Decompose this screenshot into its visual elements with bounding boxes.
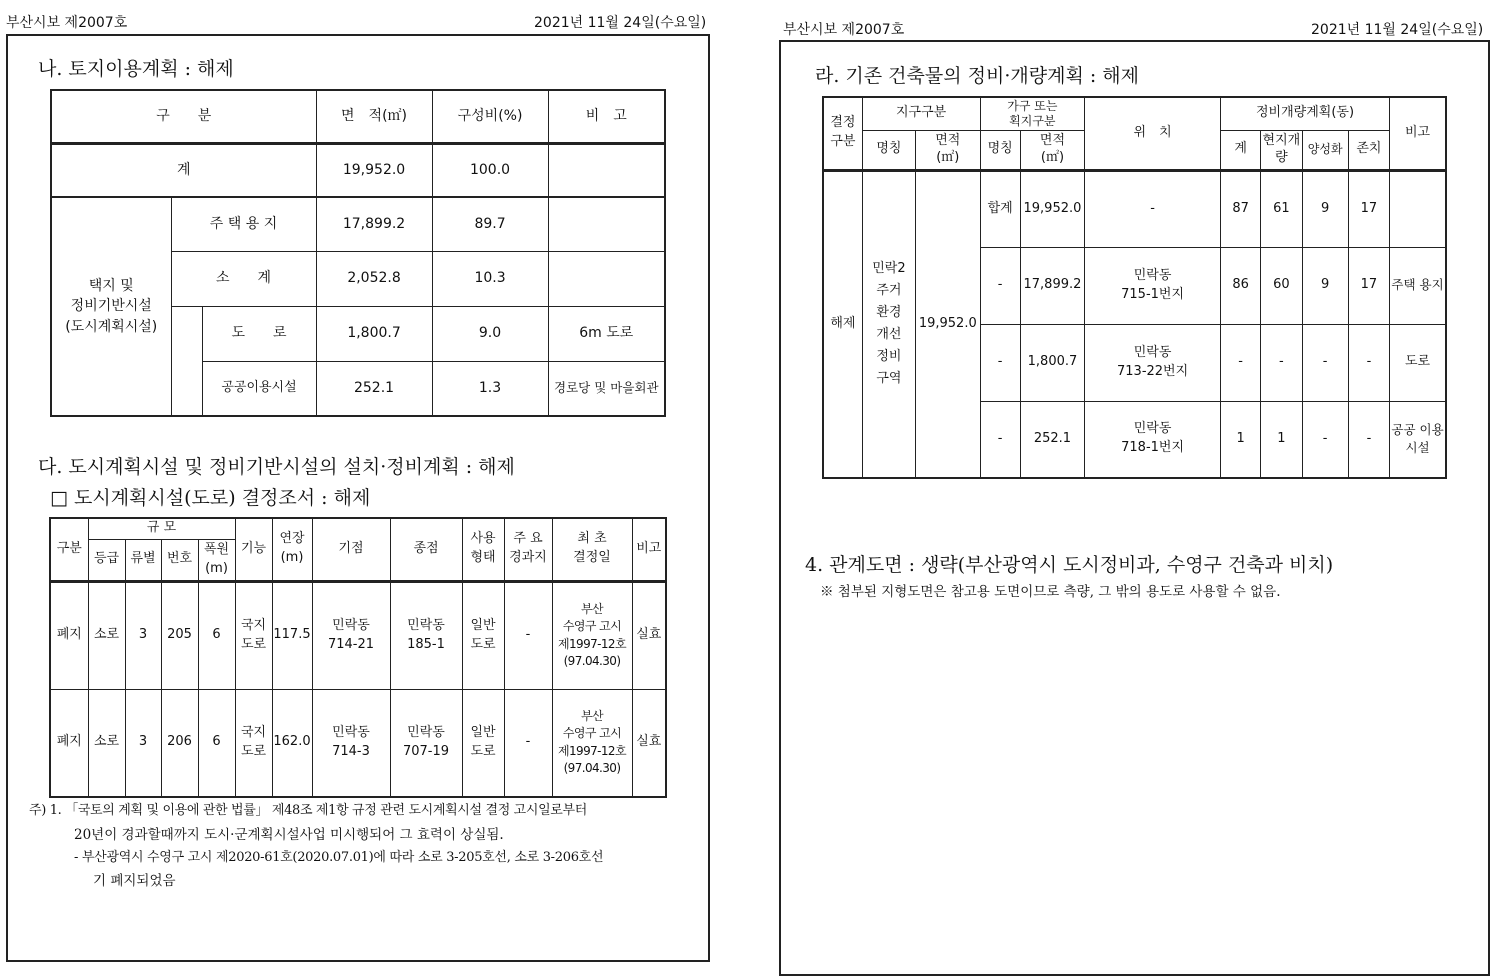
right-page-label: 부산시보 제2007호 <box>783 22 905 38</box>
row-hname: - <box>980 247 1020 324</box>
public-ratio: 1.3 <box>432 361 548 416</box>
header-improve: 양성화 <box>1302 130 1348 170</box>
row-total: 1 <box>1221 401 1261 478</box>
header-via: 주 요 경과지 <box>504 518 552 581</box>
row-harea: 17,899.2 <box>1020 247 1084 324</box>
row-end: 민락동 707-19 <box>390 689 462 797</box>
header-length: 연장 (m) <box>272 518 312 581</box>
subtotal-remarks <box>548 251 665 306</box>
row-via: - <box>504 581 552 689</box>
row-location: - <box>1085 170 1221 247</box>
land-use-table <box>50 89 666 417</box>
header-function: 기능 <box>235 518 272 581</box>
row-end: 민락동 185-1 <box>390 581 462 689</box>
public-remarks: 경로당 및 마을회관 <box>548 361 665 416</box>
header-category: 구 분 <box>51 90 316 143</box>
residential-area: 17,899.2 <box>316 197 432 251</box>
public-area: 252.1 <box>316 361 432 416</box>
row-total: 86 <box>1221 247 1261 324</box>
row-division: 폐지 <box>50 581 88 689</box>
row-start: 민락동 714-3 <box>312 689 390 797</box>
row-improve: - <box>1302 324 1348 401</box>
header-scale: 규 모 <box>88 518 235 539</box>
header-location: 위 치 <box>1085 97 1221 170</box>
row-maintain: 61 <box>1261 170 1302 247</box>
row-division: 폐지 <box>50 689 88 797</box>
row-width: 6 <box>198 581 235 689</box>
row-preserve: - <box>1348 324 1389 401</box>
table-row <box>823 170 1446 247</box>
row-number: 206 <box>161 689 198 797</box>
table-row <box>50 581 666 689</box>
row-class: 3 <box>125 581 161 689</box>
section-ra-title: 라. 기존 건축물의 정비·개량계획 : 해제 <box>815 65 1139 87</box>
row-hname: - <box>980 401 1020 478</box>
row-start: 민락동 714-21 <box>312 581 390 689</box>
row-via: - <box>504 689 552 797</box>
header-usage: 사용 형태 <box>462 518 504 581</box>
row-remarks <box>1390 170 1446 247</box>
road-facility-table <box>49 517 667 798</box>
row-location: 민락동 715-1번지 <box>1085 247 1221 324</box>
subtotal-area: 2,052.8 <box>316 251 432 306</box>
row-remarks: 실효 <box>632 581 666 689</box>
section-4-title: 4. 관계도면 : 생략(부산광역시 도시정비과, 수영구 건축과 비치) <box>805 554 1334 576</box>
header-name: 명칭 <box>862 130 915 170</box>
residential-ratio: 89.7 <box>432 197 548 251</box>
district-name: 민락2 주거 환경 개선 정비 구역 <box>862 170 915 478</box>
building-plan-table <box>822 96 1447 479</box>
header-start: 기점 <box>312 518 390 581</box>
section-da-subtitle: □ 도시계획시설(도로) 결정조서 : 해제 <box>50 487 371 509</box>
row-total: 87 <box>1221 170 1261 247</box>
header-harea: 면적 (㎡) <box>1020 130 1084 170</box>
header-grade: 등급 <box>88 539 125 581</box>
row-first-decision: 부산 수영구 고시 제1997-12호 (97.04.30) <box>552 689 632 797</box>
row-maintain: - <box>1261 324 1302 401</box>
row-grade: 소로 <box>88 581 125 689</box>
table-row <box>50 689 666 797</box>
road-remarks: 6m 도로 <box>548 306 665 361</box>
row-width: 6 <box>198 689 235 797</box>
note-line4: 기 폐지되었음 <box>93 873 176 889</box>
row-total: - <box>1221 324 1261 401</box>
row-location: 민락동 713-22번지 <box>1085 324 1221 401</box>
header-total: 계 <box>1221 130 1261 170</box>
header-maintain: 현지개 량 <box>1261 130 1302 170</box>
header-width: 폭원 (m) <box>198 539 235 581</box>
row-number: 205 <box>161 581 198 689</box>
district-area: 19,952.0 <box>916 170 980 478</box>
row-length: 162.0 <box>272 689 312 797</box>
header-division: 구분 <box>50 518 88 581</box>
total-area: 19,952.0 <box>316 143 432 197</box>
road-label: 도 로 <box>202 306 316 361</box>
header-decision: 결정 구분 <box>823 97 862 170</box>
row-preserve: - <box>1348 401 1389 478</box>
residential-remarks <box>548 197 665 251</box>
header-end: 종점 <box>390 518 462 581</box>
header-preserve: 존치 <box>1348 130 1389 170</box>
row-remarks: 실효 <box>632 689 666 797</box>
row-improve: 9 <box>1302 247 1348 324</box>
subtotal-ratio: 10.3 <box>432 251 548 306</box>
group-label: 택지 및 정비기반시설 (도시계획시설) <box>51 197 171 416</box>
row-harea: 252.1 <box>1020 401 1084 478</box>
row-hname: 합계 <box>980 170 1020 247</box>
total-ratio: 100.0 <box>432 143 548 197</box>
row-maintain: 1 <box>1261 401 1302 478</box>
row-harea: 19,952.0 <box>1020 170 1084 247</box>
section-na-title: 나. 토지이용계획 : 해제 <box>38 58 234 80</box>
row-remarks: 공공 이용 시설 <box>1390 401 1446 478</box>
row-location: 민락동 718-1번지 <box>1085 401 1221 478</box>
subtotal-label: 소 계 <box>171 251 316 306</box>
row-usage: 일반 도로 <box>462 689 504 797</box>
row-first-decision: 부산 수영구 고시 제1997-12호 (97.04.30) <box>552 581 632 689</box>
header-ratio: 구성비(%) <box>432 90 548 143</box>
row-remarks: 도로 <box>1390 324 1446 401</box>
header-remarks: 비고 <box>1390 97 1446 170</box>
note-line2: 20년이 경과할때까지 도시·군계획시설사업 미시행되어 그 효력이 상실됨. <box>74 827 504 843</box>
note-line1: 주) 1. 「국토의 계획 및 이용에 관한 법률」 제48조 제1항 규정 관련 도시계획시설 결정 고시일로부터 <box>29 803 587 818</box>
total-remarks <box>548 143 665 197</box>
note-line3: - 부산광역시 수영구 고시 제2020-61호(2020.07.01)에 따라 소로 3-205호선, 소로 3-206호선 <box>74 850 604 865</box>
decision-value: 해제 <box>823 170 862 478</box>
row-preserve: 17 <box>1348 170 1389 247</box>
row-maintain: 60 <box>1261 247 1302 324</box>
road-ratio: 9.0 <box>432 306 548 361</box>
row-grade: 소로 <box>88 689 125 797</box>
row-remarks: 주택 용지 <box>1390 247 1446 324</box>
row-preserve: 17 <box>1348 247 1389 324</box>
row-usage: 일반 도로 <box>462 581 504 689</box>
road-area: 1,800.7 <box>316 306 432 361</box>
row-function: 국지 도로 <box>235 689 272 797</box>
header-remarks: 비고 <box>632 518 666 581</box>
row-improve: 9 <box>1302 170 1348 247</box>
header-hname: 명칭 <box>980 130 1020 170</box>
total-label: 계 <box>51 143 316 197</box>
left-page-label: 부산시보 제2007호 <box>6 15 128 31</box>
section-4-note: ※ 첨부된 지형도면은 참고용 도면이므로 측량, 그 밖의 용도로 사용할 수 없음. <box>820 584 1281 600</box>
public-label: 공공이용시설 <box>202 361 316 416</box>
row-function: 국지 도로 <box>235 581 272 689</box>
header-area: 면적 (㎡) <box>916 130 980 170</box>
right-date: 2021년 11월 24일(수요일) <box>1311 22 1484 38</box>
row-hname: - <box>980 324 1020 401</box>
row-improve: - <box>1302 401 1348 478</box>
header-first-decision: 최 초 결정일 <box>552 518 632 581</box>
header-plan: 정비개량계획(동) <box>1221 97 1390 130</box>
residential-label: 주 택 용 지 <box>171 197 316 251</box>
row-class: 3 <box>125 689 161 797</box>
header-remarks: 비 고 <box>548 90 665 143</box>
header-class: 류별 <box>125 539 161 581</box>
section-da-title: 다. 도시계획시설 및 정비기반시설의 설치·정비계획 : 해제 <box>38 456 515 478</box>
header-area: 면 적(㎡) <box>316 90 432 143</box>
header-household: 가구 또는 획지구분 <box>980 97 1085 130</box>
row-harea: 1,800.7 <box>1020 324 1084 401</box>
left-date: 2021년 11월 24일(수요일) <box>534 15 707 31</box>
row-length: 117.5 <box>272 581 312 689</box>
header-number: 번호 <box>161 539 198 581</box>
header-district: 지구구분 <box>862 97 980 130</box>
